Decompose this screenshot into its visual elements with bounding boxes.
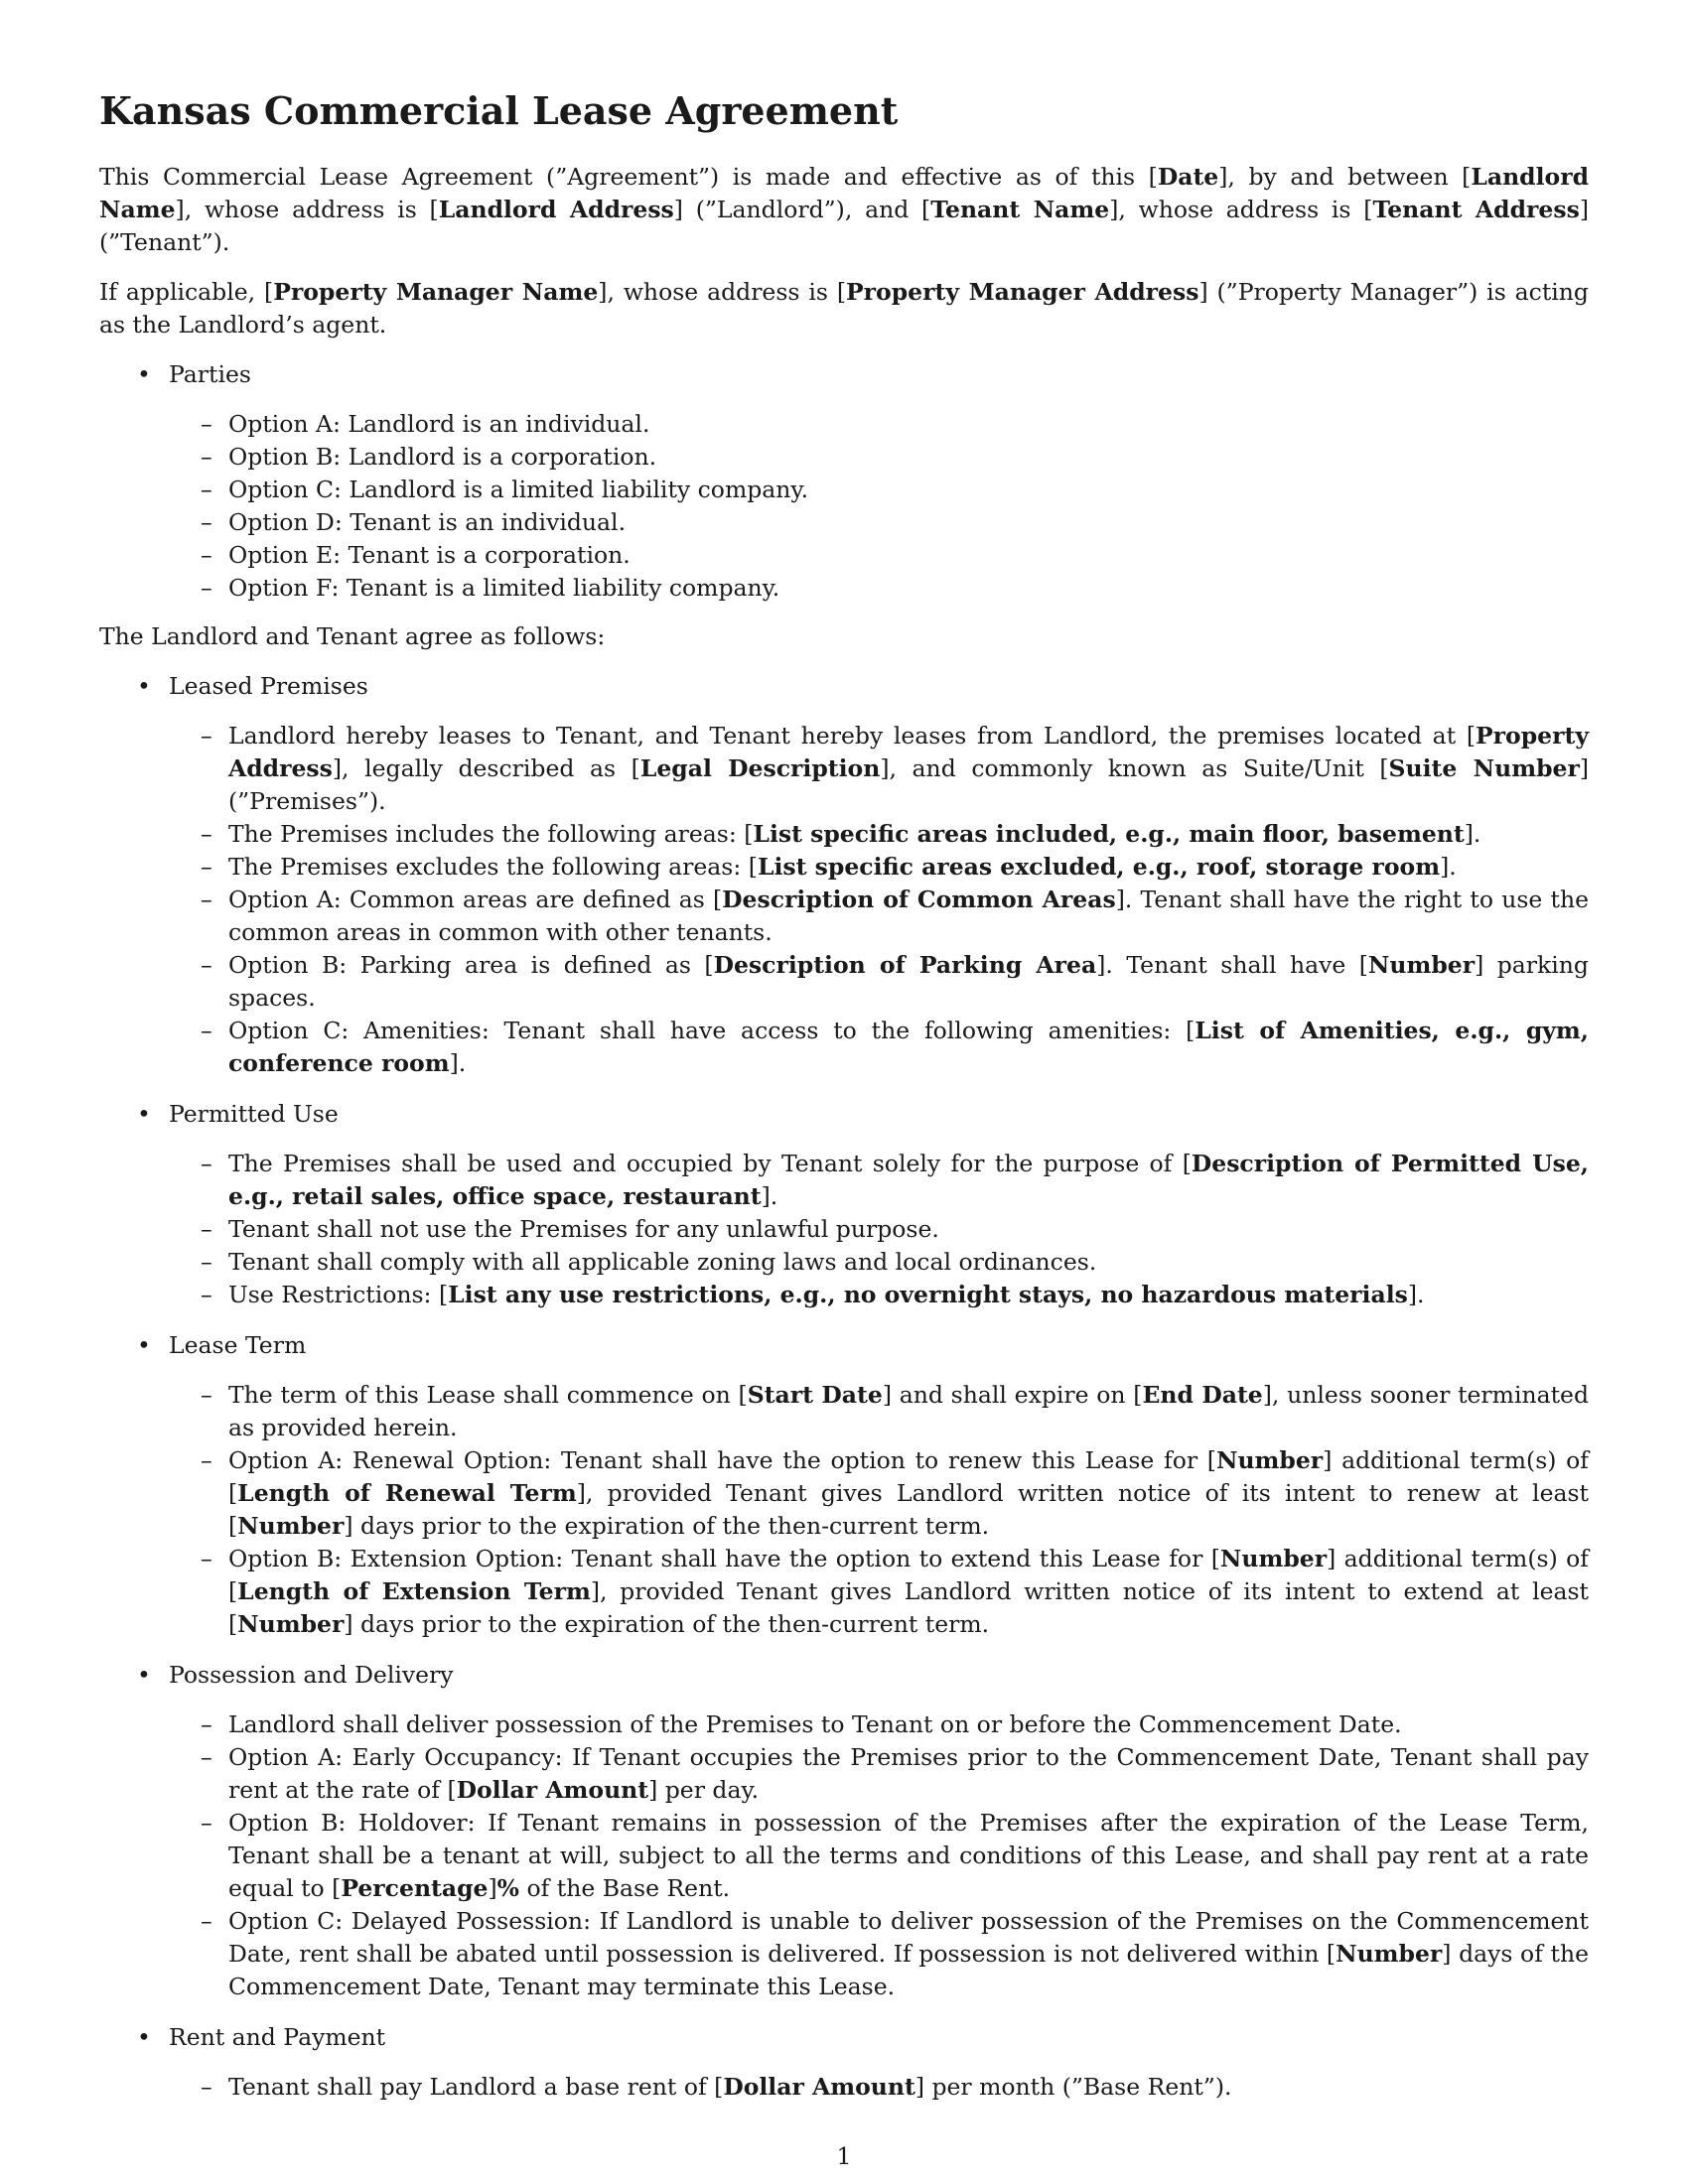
- section-title: • Lease Term: [169, 1331, 307, 1359]
- placeholder-field: End Date: [1142, 1381, 1263, 1409]
- property-manager-paragraph: If applicable, [Property Manager Name], whose address is [Property Manager Address] (”Property Manager”) is acting as the Landlord’s agent.: [99, 278, 1589, 339]
- list-item: – The Premises shall be used and occupied by Tenant solely for the purpose of [Description of Permitted Use, e.g., retail sales, office space, restaurant].: [169, 1148, 1589, 1213]
- placeholder-field: Date: [1157, 163, 1219, 191]
- list-item: – Option A: Renewal Option: Tenant shall have the option to renew this Lease for [Number] additional term(s) of [Length of Renewal Term], provided Tenant gives Landlord written notice of its intent to renew at least [Number] days prior to the expiration of the then-current term.: [169, 1444, 1589, 1543]
- parties-list: [99, 358, 1589, 605]
- placeholder-field: Length of Renewal Term: [237, 1479, 577, 1507]
- placeholder-field: Dollar Amount: [456, 1776, 649, 1804]
- list-item: – Option D: Tenant is an individual.: [169, 506, 1589, 539]
- document-body: [99, 87, 1589, 2121]
- section-title: • Rent and Payment: [169, 2023, 386, 2051]
- placeholder-field: Tenant Name: [930, 196, 1110, 223]
- list-item: – Landlord hereby leases to Tenant, and Tenant hereby leases from Landlord, the premises located at [Property Address], legally described as [Legal Description], and commonly known as Suite/Unit [Suite Number] (”Premises”).: [169, 720, 1589, 818]
- placeholder-field: Landlord Address: [438, 196, 674, 223]
- placeholder-field: Description of Common Areas: [722, 886, 1116, 913]
- list-item: – Option B: Parking area is defined as [Description of Parking Area]. Tenant shall have [Number] parking spaces.: [169, 949, 1589, 1015]
- placeholder-field: %: [496, 1874, 520, 1902]
- list-item: – Option A: Early Occupancy: If Tenant occupies the Premises prior to the Commencement Date, Tenant shall pay rent at the rate of [Dollar Amount] per day.: [169, 1741, 1589, 1807]
- section-title: • Possession and Delivery: [169, 1661, 454, 1689]
- placeholder-field: Tenant Address: [1372, 196, 1580, 223]
- placeholder-field: Description of Parking Area: [713, 951, 1097, 979]
- placeholder-field: Dollar Amount: [723, 2073, 915, 2101]
- placeholder-field: Suite Number: [1388, 754, 1580, 782]
- section-parties: [99, 358, 1589, 605]
- placeholder-field: Property Address: [228, 722, 1589, 782]
- list-item: – Option B: Extension Option: Tenant shall have the option to extend this Lease for [Number] additional term(s) of [Length of Extension Term], provided Tenant gives Landlord written notice of its intent to extend at least [Number] days prior to the expiration of the then-current term.: [169, 1543, 1589, 1641]
- list-item: – Option A: Common areas are defined as [Description of Common Areas]. Tenant shall have the right to use the common areas in common with other tenants.: [169, 884, 1589, 949]
- placeholder-field: Number: [1215, 1446, 1324, 1474]
- list-item: – The term of this Lease shall commence on [Start Date] and shall expire on [End Date], unless sooner terminated as provided herein.: [169, 1379, 1589, 1444]
- list-item: – Option C: Landlord is a limited liability company.: [169, 474, 1589, 506]
- placeholder-field: Number: [1219, 1545, 1328, 1572]
- placeholder-field: Number: [1336, 1940, 1443, 1968]
- section-items: [169, 1379, 1589, 1641]
- list-item: – Option C: Delayed Possession: If Landlord is unable to deliver possession of the Premises on the Commencement Date, rent shall be abated until possession is delivered. If possession is not delivered within [Number] days of the Commencement Date, Tenant may terminate this Lease.: [169, 1905, 1589, 2003]
- placeholder-field: Start Date: [747, 1381, 883, 1409]
- section-rent-payment: [99, 2021, 1589, 2104]
- placeholder-field: List specific areas excluded, e.g., roof, storage room: [757, 853, 1441, 881]
- list-item: – Option B: Holdover: If Tenant remains in possession of the Premises after the expiration of the Lease Term, Tenant shall be a tenant at will, subject to all the terms and conditions of this Lease, and shall pay rent at a rate equal to [Percentage]% of the Base Rent.: [169, 1807, 1589, 1905]
- section-title: • Leased Premises: [169, 672, 368, 700]
- placeholder-field: Number: [1367, 951, 1476, 979]
- section-items: [169, 720, 1589, 1080]
- list-item: – Option B: Landlord is a corporation.: [169, 441, 1589, 474]
- placeholder-field: Percentage: [341, 1874, 489, 1902]
- list-item: – Tenant shall not use the Premises for any unlawful purpose.: [169, 1213, 1589, 1246]
- section-leased-premises: [99, 670, 1589, 1080]
- section-possession-delivery: [99, 1659, 1589, 2003]
- section-items: [169, 2071, 1589, 2104]
- list-item: – Tenant shall pay Landlord a base rent of [Dollar Amount] per month (”Base Rent”).: [169, 2071, 1589, 2104]
- placeholder-field: Description of Permitted Use, e.g., retail sales, office space, restaurant: [228, 1150, 1589, 1210]
- placeholder-field: Length of Extension Term: [237, 1577, 591, 1605]
- section-title: • Parties: [169, 360, 251, 388]
- parties-options: [169, 408, 1589, 605]
- section-permitted-use: [99, 1098, 1589, 1311]
- placeholder-field: Number: [237, 1610, 345, 1638]
- placeholder-field: Property Manager Name: [273, 278, 599, 306]
- list-item: – Option E: Tenant is a corporation.: [169, 539, 1589, 572]
- list-item: – Option A: Landlord is an individual.: [169, 408, 1589, 441]
- list-item: – The Premises includes the following areas: [List specific areas included, e.g., main floor, basement].: [169, 818, 1589, 851]
- intro-paragraph: This Commercial Lease Agreement (”Agreement”) is made and effective as of this [Date], by and between [Landlord Name], whose address is [Landlord Address] (”Landlord”), and [Tenant Name], whose address is [Tenant Address] (”Tenant”).: [99, 163, 1590, 256]
- list-item: – Option C: Amenities: Tenant shall have access to the following amenities: [List of Amenities, e.g., gym, conference room].: [169, 1015, 1589, 1080]
- section-title: • Permitted Use: [169, 1100, 339, 1128]
- placeholder-field: Landlord Name: [99, 163, 1590, 223]
- list-item: – Use Restrictions: [List any use restrictions, e.g., no overnight stays, no hazardous materials].: [169, 1279, 1589, 1311]
- document-title: Kansas Commercial Lease Agreement: [99, 88, 899, 133]
- section-items: [169, 1148, 1589, 1311]
- section-lease-term: [99, 1329, 1589, 1641]
- list-item: – Tenant shall comply with all applicable zoning laws and local ordinances.: [169, 1246, 1589, 1279]
- placeholder-field: List specific areas included, e.g., main floor, basement: [753, 820, 1465, 848]
- placeholder-field: List of Amenities, e.g., gym, conference room: [228, 1017, 1589, 1077]
- placeholder-field: Property Manager Address: [846, 278, 1199, 306]
- page-number: 1: [836, 2142, 852, 2170]
- agreement-intro: The Landlord and Tenant agree as follows:: [99, 622, 606, 650]
- section-items: [169, 1708, 1589, 2003]
- sections-list: [99, 670, 1589, 2104]
- list-item: – The Premises excludes the following areas: [List specific areas excluded, e.g., roof, storage room].: [169, 851, 1589, 884]
- list-item: – Option F: Tenant is a limited liability company.: [169, 572, 1589, 605]
- placeholder-field: Legal Description: [639, 754, 881, 782]
- list-item: – Landlord shall deliver possession of the Premises to Tenant on or before the Commencement Date.: [169, 1708, 1589, 1741]
- placeholder-field: List any use restrictions, e.g., no overnight stays, no hazardous materials: [448, 1281, 1408, 1308]
- placeholder-field: Number: [237, 1512, 345, 1540]
